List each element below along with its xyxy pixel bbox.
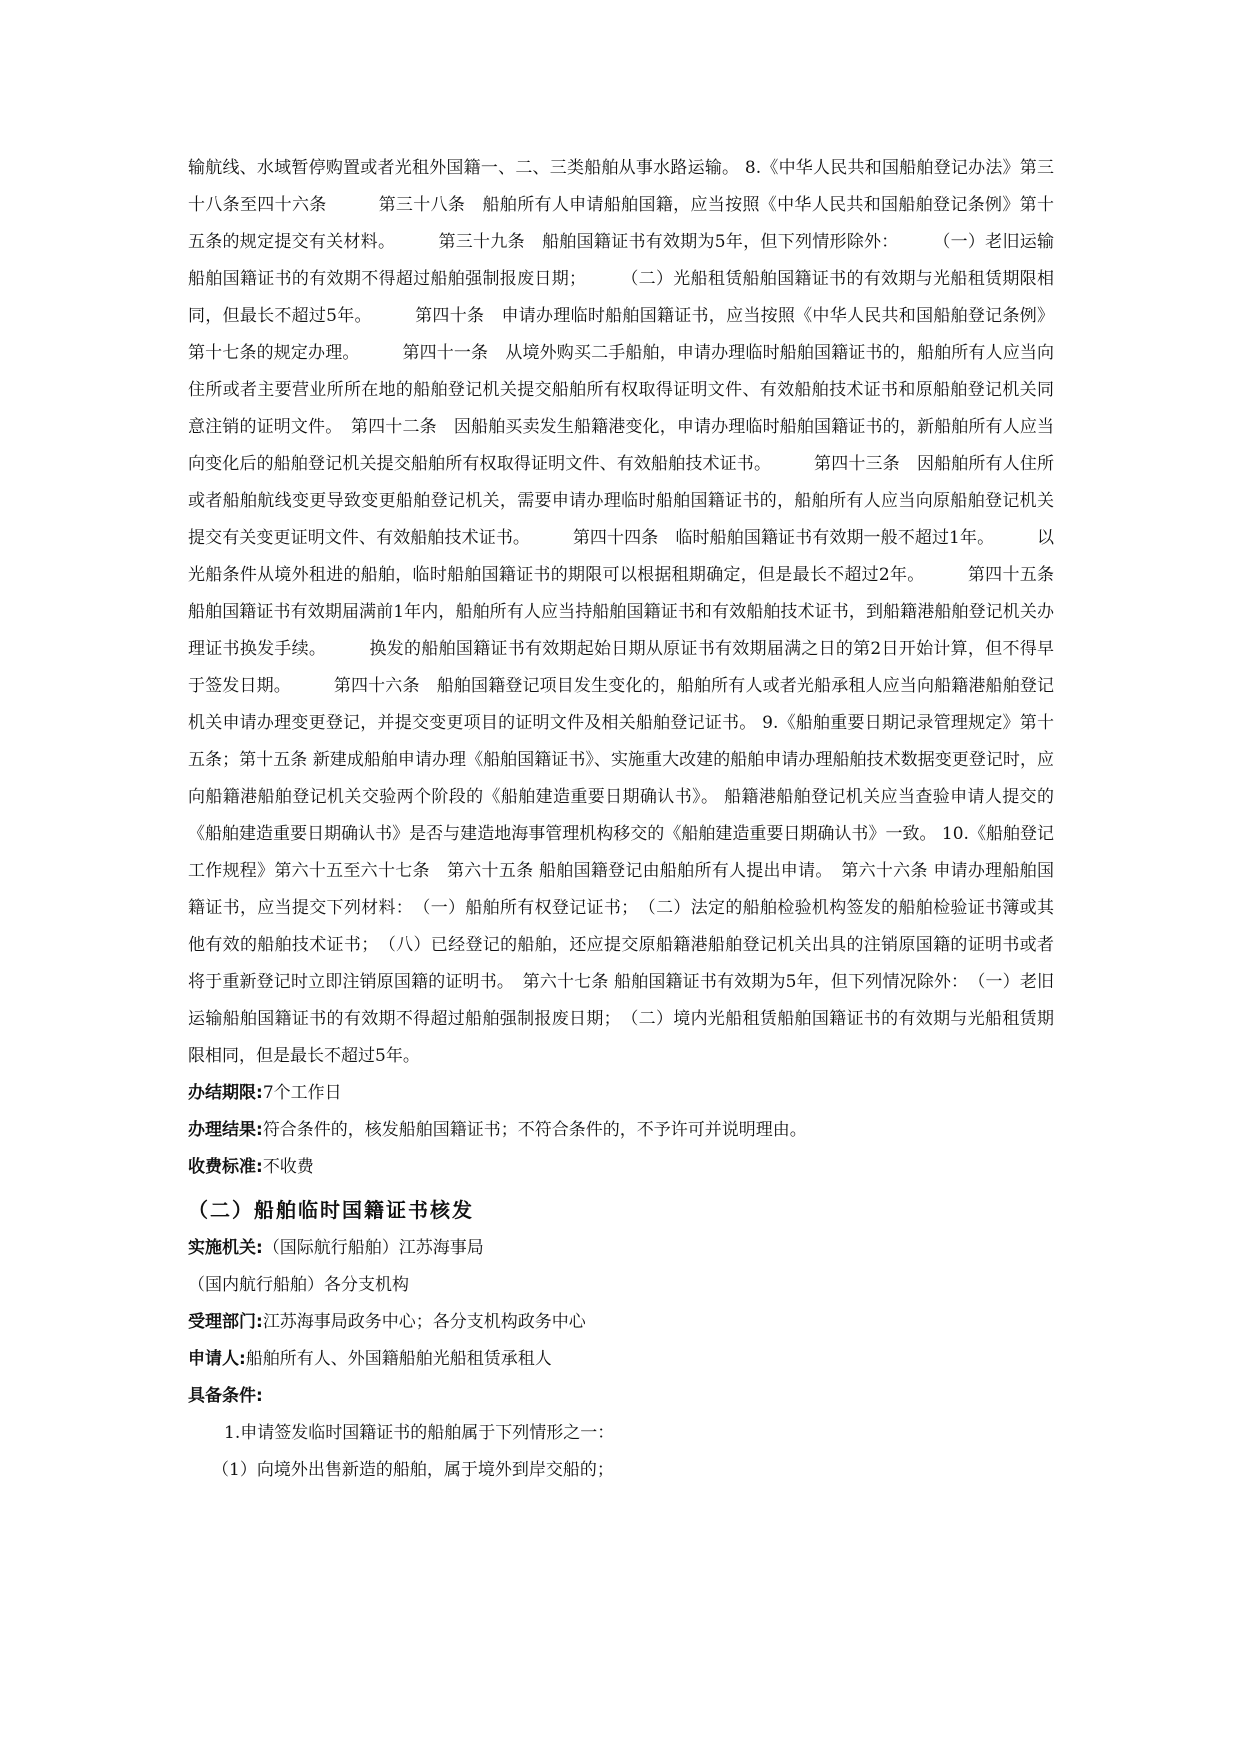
field-value: 符合条件的，核发船舶国籍证书；不符合条件的，不予许可并说明理由。 xyxy=(262,1120,807,1140)
processing-result-field xyxy=(188,1112,1054,1149)
field-value: （国际航行船舶）江苏海事局 xyxy=(262,1238,484,1258)
document-page xyxy=(188,150,1071,1489)
accepting-department-field xyxy=(188,1304,1054,1341)
fee-standard-field xyxy=(188,1149,1054,1186)
field-value: 船舶所有人、外国籍船舶光船租赁承租人 xyxy=(245,1349,552,1369)
field-label: 收费标准: xyxy=(188,1157,263,1177)
required-conditions-field xyxy=(188,1378,1054,1415)
processing-time-field xyxy=(188,1075,1054,1112)
field-value: 7个工作日 xyxy=(262,1083,342,1103)
field-label: 受理部门: xyxy=(188,1312,263,1332)
field-value: 不收费 xyxy=(262,1157,314,1177)
section-title: （二）船舶临时国籍证书核发 xyxy=(188,1198,474,1222)
condition-item: 1.申请签发临时国籍证书的船舶属于下列情形之一： xyxy=(224,1423,615,1443)
field-label: 办结期限: xyxy=(188,1083,263,1103)
field-label: 实施机关: xyxy=(188,1238,263,1258)
applicant-field xyxy=(188,1341,1054,1378)
implementing-agency-field xyxy=(188,1230,1054,1267)
field-value: 江苏海事局政务中心；各分支机构政务中心 xyxy=(262,1312,586,1332)
field-label: 办理结果: xyxy=(188,1120,263,1140)
field-label: 具备条件: xyxy=(188,1386,263,1406)
field-label: 申请人: xyxy=(188,1349,246,1369)
implementing-agency-continuation: （国内航行船舶）各分支机构 xyxy=(188,1275,409,1295)
regulation-text-paragraph: 输航线、水域暂停购置或者光租外国籍一、二、三类船舶从事水路运输。 8.《中华人民共和国船舶登记办法》第三十八条至四十六条 第三十八条 船舶所有人申请船舶国籍，应当按照《中华人民共和国船舶登记条例》第十五条的规定提交有关材料。 第三十九条 船舶国籍证书有效期为5年，但下列情形除外： （一）老旧运输船舶国籍证书的有效期不得超过船舶强制报废日期； （二）光船租赁船舶国籍证书的有效期与光船租赁期限相同，但最长不超过5年。 第四十条 申请办理临时船舶国籍证书，应当按照《中华人民共和国船舶登记条例》第十七条的规定办理。 第四十一条 从境外购买二手船舶，申请办理临时船舶国籍证书的，船舶所有人应当向住所或者主要营业所所在地的船舶登记机关提交船舶所有权取得证明文件、有效船舶技术证书和原船舶登记机关同意注销的证明文件。 第四十二条 因船舶买卖发生船籍港变化，申请办理临时船舶国籍证书的，新船舶所有人应当向变化后的船舶登记机关提交船舶所有权取得证明文件、有效船舶技术证书。 第四十三条 因船舶所有人住所或者船舶航线变更导致变更船舶登记机关，需要申请办理临时船舶国籍证书的，船舶所有人应当向原船舶登记机关提交有关变更证明文件、有效船舶技术证书。 第四十四条 临时船舶国籍证书有效期一般不超过1年。 以光船条件从境外租进的船舶，临时船舶国籍证书的期限可以根据租期确定，但是最长不超过2年。 第四十五条 船舶国籍证书有效期届满前1年内，船舶所有人应当持船舶国籍证书和有效船舶技术证书，到船籍港船舶登记机关办理证书换发手续。 换发的船舶国籍证书有效期起始日期从原证书有效期届满之日的第2日开始计算，但不得早于签发日期。 第四十六条 船舶国籍登记项目发生变化的，船舶所有人或者光船承租人应当向船籍港船舶登记机关申请办理变更登记，并提交变更项目的证明文件及相关船舶登记证书。 9.《船舶重要日期记录管理规定》第十五条；第十五条 新建成船舶申请办理《船舶国籍证书》、实施重大改建的船舶申请办理船舶技术数据变更登记时，应向船籍港船舶登记机关交验两个阶段的《船舶建造重要日期确认书》。 船籍港船舶登记机关应当查验申请人提交的《船舶建造重要日期确认书》是否与建造地海事管理机构移交的《船舶建造重要日期确认书》一致。 10.《船舶登记工作规程》第六十五至六十七条 第六十五条 船舶国籍登记由船舶所有人提出申请。 第六十六条 申请办理船舶国籍证书，应当提交下列材料： （一）船舶所有权登记证书； （二）法定的船舶检验机构签发的船舶检验证书簿或其他有效的船舶技术证书； （八）已经登记的船舶，还应提交原船籍港船舶登记机关出具的注销原国籍的证明书或者将于重新登记时立即注销原国籍的证明书。 第六十七条 船舶国籍证书有效期为5年，但下列情况除外： （一）老旧运输船舶国籍证书的有效期不得超过船舶强制报废日期； （二）境内光船租赁船舶国籍证书的有效期与光船租赁期限相同，但是最长不超过5年。 xyxy=(188,158,1071,1066)
condition-item: （1）向境外出售新造的船舶，属于境外到岸交船的； xyxy=(212,1460,614,1480)
